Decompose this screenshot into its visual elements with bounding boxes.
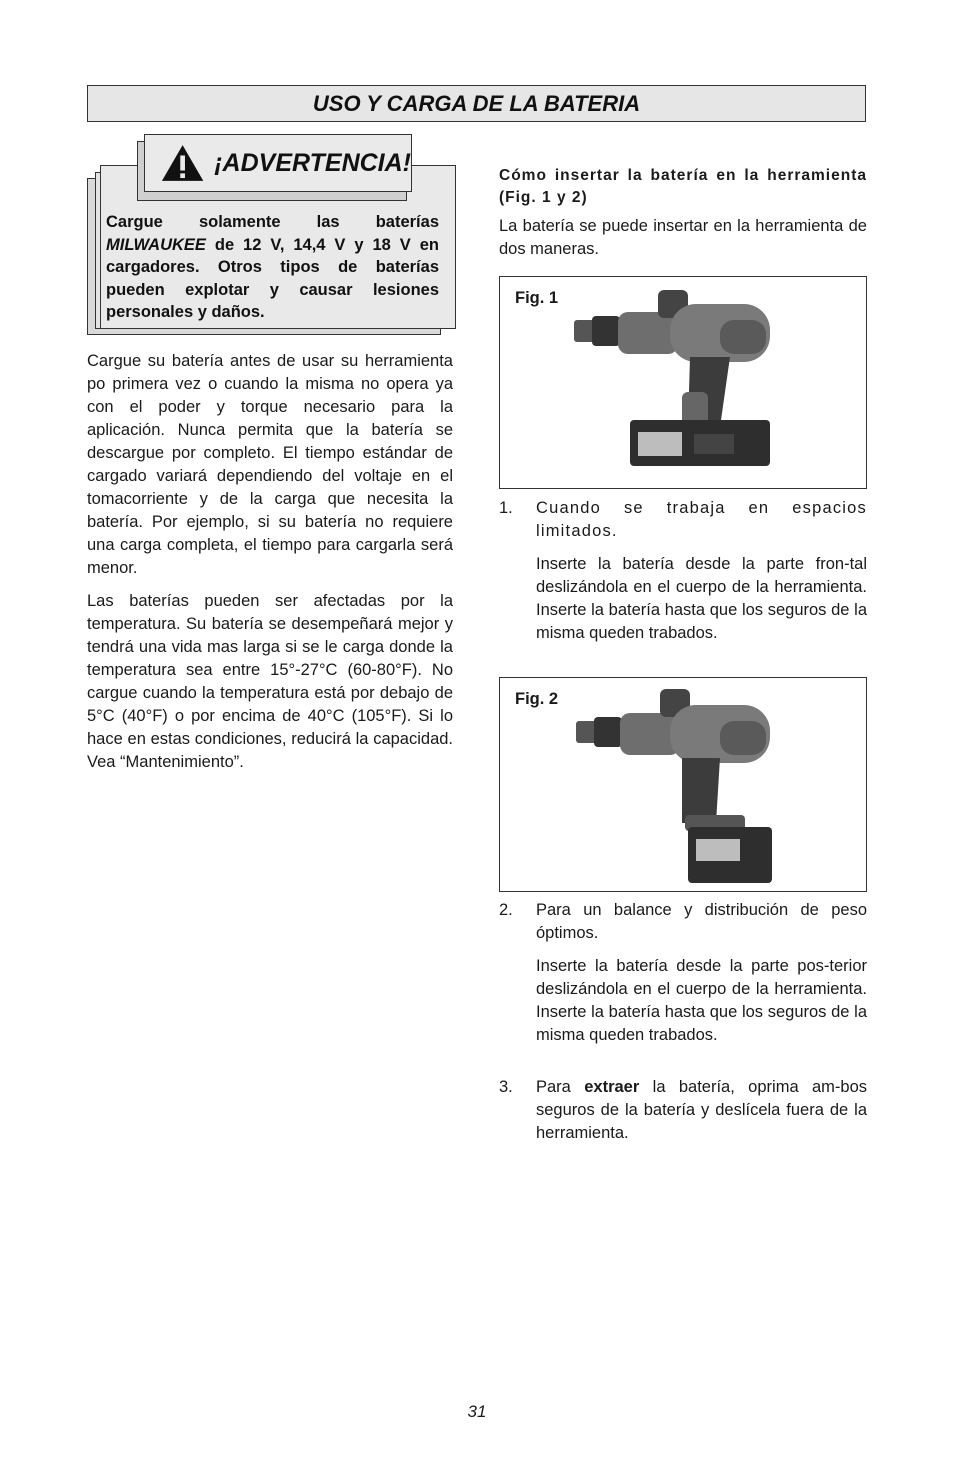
list-item-3-text-pre: Para <box>536 1078 585 1096</box>
list-item-3-text-post: la batería, oprima am-bos seguros de la batería y deslícela fuera de la herramienta. <box>536 1078 868 1142</box>
list-item-2-text: Inserte la batería desde la parte pos-terior deslizándola en el cuerpo de la herramienta. Inserte la batería hasta que los seguros de la misma queden trabados. <box>536 957 867 1044</box>
list-item-3-number: 3. <box>499 1078 513 1096</box>
drill-front-battery-image <box>570 282 780 482</box>
list-item-3-text-bold: extraer <box>584 1078 640 1096</box>
figure-2 <box>499 677 867 892</box>
warning-title: ¡ADVERTENCIA! <box>214 148 411 177</box>
list-item-1-title: Cuando se trabaja en espacios limitados. <box>536 499 867 540</box>
insert-battery-intro: La batería se puede insertar en la herramienta de dos maneras. <box>499 217 867 258</box>
list-item-2-number: 2. <box>499 901 513 919</box>
list-item-2 <box>499 899 867 1057</box>
figure-1-label: Fig. 1 <box>515 289 559 307</box>
warning-brand: MILWAUKEE <box>106 235 206 254</box>
section-title: USO Y CARGA DE LA BATERIA <box>312 91 641 116</box>
drill-rear-battery-image <box>570 683 780 888</box>
list-item-1 <box>499 497 867 655</box>
figure-1 <box>499 276 867 489</box>
warning-triangle-icon <box>161 143 204 183</box>
charging-paragraph: Cargue su batería antes de usar su herramienta po primera vez o cuando la misma no opera ya con el poder y torque necesario para la aplicación. Nunca permita que la batería se descargue por completo. El tiempo estándar de cargado variará dependiendo del voltaje en el tomacorriente y de la carga que necesita la batería. Por ejemplo, si su batería no requiere una carga completa, el tiempo para cargarla será menor. <box>87 352 453 577</box>
warning-text <box>106 211 439 324</box>
list-item-3 <box>499 1076 867 1155</box>
list-item-3-text <box>536 1076 867 1145</box>
temperature-paragraph: Las baterías pueden ser afectadas por la temperatura. Su batería se desempeñará mejor y tendrá una vida mas larga si se le carga donde la temperatura sea entre 15°-27°C (60-80°F). No cargue cuando la temperatura está por debajo de 5°C (40°F) o por encima de 40°C (105°F). Si lo hace en estas condiciones, reducirá la capacidad. Vea “Mantenimiento”. <box>87 592 453 771</box>
list-item-1-number: 1. <box>499 499 513 517</box>
warning-text-part-1: Cargue solamente las baterías <box>106 213 439 231</box>
section-title-bar <box>87 85 866 122</box>
left-column <box>87 350 453 784</box>
figure-2-label: Fig. 2 <box>515 690 559 708</box>
insert-battery-heading: Cómo insertar la batería en la herramienta (Fig. 1 y 2) <box>499 167 867 206</box>
warning-header <box>144 134 412 192</box>
right-column <box>499 165 867 261</box>
page-number: 31 <box>467 1402 487 1421</box>
list-item-2-title: Para un balance y distribución de peso óptimos. <box>536 901 867 942</box>
list-item-1-text: Inserte la batería desde la parte fron-tal deslizándola en el cuerpo de la herramienta. Inserte la batería hasta que los seguros de la misma queden trabados. <box>536 555 867 642</box>
warning-text-part-2: de 12 V, 14,4 V y 18 V en cargadores. Otros tipos de baterías pueden explotar y causar lesiones personales y daños. <box>106 235 439 321</box>
